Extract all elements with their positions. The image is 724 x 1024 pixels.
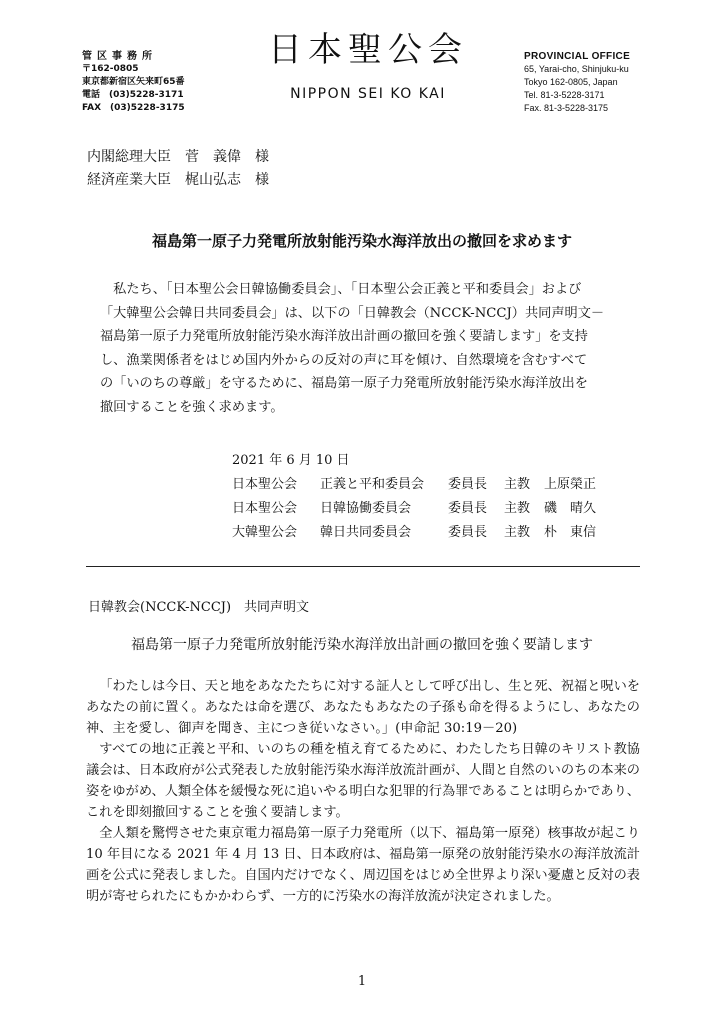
document-title: 福島第一原子力発電所放射能汚染水海洋放出の撤回を求めます [151,232,572,250]
addressee-prime-minister: 内閣総理大臣 菅 義偉 様 [87,149,269,165]
office-address-jp [82,50,185,115]
provincial-office-title: PROVINCIAL OFFICE [524,51,631,62]
signatory-name: 磯 晴久 [544,501,597,516]
signatory-row [232,521,614,545]
signatory-row [232,497,614,521]
body-paragraph: すべての地に正義と平和、いのちの種を植え育てるために、わたしたち日韓のキリスト教協議会は、日本政府が公式発表した放射能汚染水海洋放流計画が、人間と自然のいのちの本来の姿をゆがめ、人類全体を緩慢な死に追いやる明白な犯罪的行為罪であることは明らかであり、これを即刻撤回することを強く要請します。 [86,742,640,820]
signatory-title: 主教 [504,525,531,540]
section-divider [86,566,640,567]
signatory-committee: 正義と平和委員会 [320,477,425,492]
address-en-line1: 65, Yarai-cho, Shinjuku-ku [524,64,629,74]
signatory-role: 委員長 [448,525,488,540]
body-paragraph: 「わたしは今日、天と地をあなたたちに対する証人として呼び出し、生と死、祝福と呪いをあなたの前に置く。あなたは命を選び、あなたもあなたの子孫も命を得るようにし、あなたの神、主を愛し、御声を聞き、主につき従いなさい。」(申命記 30:19－20) [86,679,640,736]
statement-line: 「大韓聖公会韓日共同委員会」は、以下の「日韓教会（NCCK-NCCJ）共同声明文－ [100,305,605,321]
signatory-church: 日本聖公会 [232,477,298,492]
signatory-title: 主教 [504,477,531,492]
signatory-role: 委員長 [448,501,488,516]
tel-jp: 電話 (03)5228-3171 [82,90,184,100]
signatory-church: 日本聖公会 [232,501,298,516]
statement-line: 撤回することを強く求めます。 [100,399,284,415]
signatory-role: 委員長 [448,477,488,492]
signatory-title: 主教 [504,501,531,516]
signatory-committee: 韓日共同委員会 [320,525,412,540]
organization-name-jp: 日本聖公会 [268,30,468,70]
address-en-line2: Tokyo 162-0805, Japan [524,77,618,87]
statement-line: 福島第一原子力発電所放射能汚染水海洋放出計画の撤回を強く要請します」を支持 [100,329,588,344]
fax-en: Fax. 81-3-5228-3175 [524,103,609,113]
page-number: 1 [357,974,367,989]
signatory-committee: 日韓協働委員会 [320,501,412,516]
letterhead [0,0,724,130]
joint-statement-body [86,676,640,907]
addressee-economy-minister: 経済産業大臣 梶山弘志 様 [87,172,269,188]
address-jp: 東京都新宿区矢来町65番 [82,77,185,87]
office-name: 管区事務所 [82,51,157,62]
joint-statement-title: 福島第一原子力発電所放射能汚染水海洋放出計画の撤回を強く要請します [131,637,593,653]
signatory-name: 朴 東信 [544,525,597,540]
office-address-en [524,50,630,115]
fax-jp: FAX (03)5228-3175 [82,103,185,113]
signatory-name: 上原榮正 [544,477,597,492]
addressees [87,146,269,192]
statement-line: の「いのちの尊厳」を守るために、福島第一原子力発電所放射能汚染水海洋放出を [100,376,588,391]
statement-paragraph [100,278,640,419]
date: 2021 年 6 月 10 日 [232,453,350,468]
tel-en: Tel. 81-3-5228-3171 [524,90,605,100]
statement-line: し、漁業関係者をはじめ国内外からの反対の声に耳を傾け、自然環境を含むすべて [100,352,588,368]
joint-statement-label: 日韓教会(NCCK-NCCJ) 共同声明文 [88,600,310,615]
signatory-row [232,473,614,497]
organization-name [268,30,468,102]
postal-code: 〒162-0805 [82,64,139,74]
organization-name-en: NIPPON SEI KO KAI [290,86,446,102]
signatory-church: 大韓聖公会 [232,525,298,540]
statement-line: 私たち、「日本聖公会日韓協働委員会」、「日本聖公会正義と平和委員会」および [100,282,582,297]
body-paragraph: 全人類を驚愕させた東京電力福島第一原子力発電所（以下、福島第一原発）核事故が起こり 10 年目になる 2021 年 4 月 13 日、日本政府は、福島第一原発の放射能汚染水の海洋放流計画を公式に発表しました。自国内だけでなく、周辺国をはじめ全世界より深い憂慮と反対の表明が寄せられたにもかかわらず、一方的に汚染水の海洋放流が決定されました。 [86,826,640,904]
signature-block [232,449,614,545]
